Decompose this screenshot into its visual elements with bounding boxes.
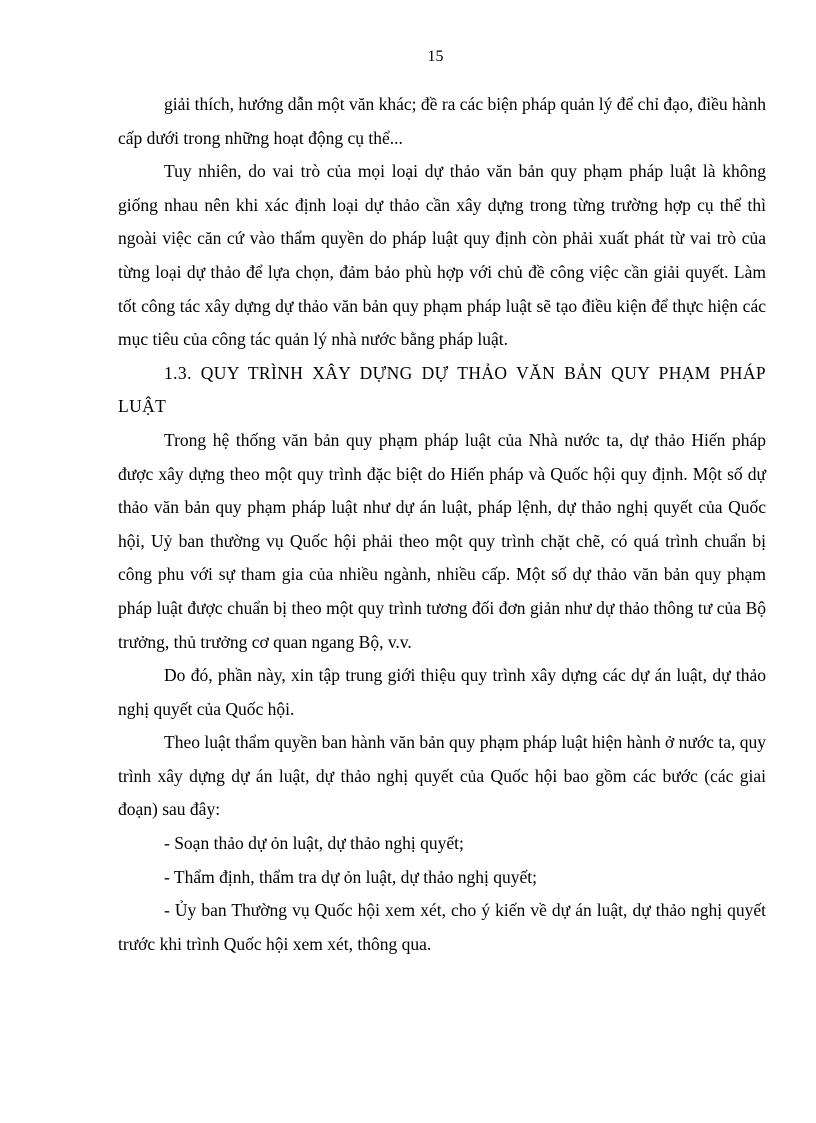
list-item: - Ủy ban Thường vụ Quốc hội xem xét, cho ý kiến về dự án luật, dự thảo nghị quyết trước khi trình Quốc hội xem xét, thông qua. [118,900,766,954]
document-body [118,88,766,961]
list-item: - Soạn thảo dự ỏn luật, dự thảo nghị quyết; [164,833,464,854]
page-number: 15 [427,48,444,65]
paragraph: Tuy nhiên, do vai trò của mọi loại dự thảo văn bản quy phạm pháp luật là không giống nhau nên khi xác định loại dự thảo cần xây dựng trong từng trường hợp cụ thể thì ngoài việc căn cứ vào thẩm quyền do pháp luật quy định còn phải xuất phát từ vai trò của từng loại dự thảo để lựa chọn, đảm bảo phù hợp với chủ đề công việc cần giải quyết. Làm tốt công tác xây dựng dự thảo văn bản quy phạm pháp luật sẽ tạo điều kiện để thực hiện các mục tiêu của công tác quản lý nhà nước bằng pháp luật. [118,161,766,350]
paragraph: Trong hệ thống văn bản quy phạm pháp luật của Nhà nước ta, dự thảo Hiến pháp được xây dựng theo một quy trình đặc biệt do Hiến pháp và Quốc hội quy định. Một số dự thảo văn bản quy phạm pháp luật như dự án luật, pháp lệnh, dự thảo nghị quyết của Quốc hội, Uỷ ban thường vụ Quốc hội phải theo một quy trình chặt chẽ, có quá trình chuẩn bị công phu với sự tham gia của nhiều ngành, nhiều cấp. Một số dự thảo văn bản quy phạm pháp luật được chuẩn bị theo một quy trình tương đối đơn giản như dự thảo thông tư của Bộ trưởng, thủ trưởng cơ quan ngang Bộ, v.v. [118,429,766,652]
section-heading: 1.3. QUY TRÌNH XÂY DỰNG DỰ THẢO VĂN BẢN QUY PHẠM PHÁP LUẬT [118,362,766,417]
paragraph-continuation: giải thích, hướng dẫn một văn khác; đề ra các biện pháp quản lý để chỉ đạo, điều hành cấp dưới trong những hoạt động cụ thể... [118,94,766,148]
list-item: - Thẩm định, thẩm tra dự ỏn luật, dự thảo nghị quyết; [164,866,537,887]
paragraph: Theo luật thẩm quyền ban hành văn bản quy phạm pháp luật hiện hành ở nước ta, quy trình xây dựng dự án luật, dự thảo nghị quyết của Quốc hội bao gồm các bước (các giai đoạn) sau đây: [118,732,766,820]
paragraph: Do đó, phần này, xin tập trung giới thiệu quy trình xây dựng các dự án luật, dự thảo nghị quyết của Quốc hội. [118,665,766,719]
